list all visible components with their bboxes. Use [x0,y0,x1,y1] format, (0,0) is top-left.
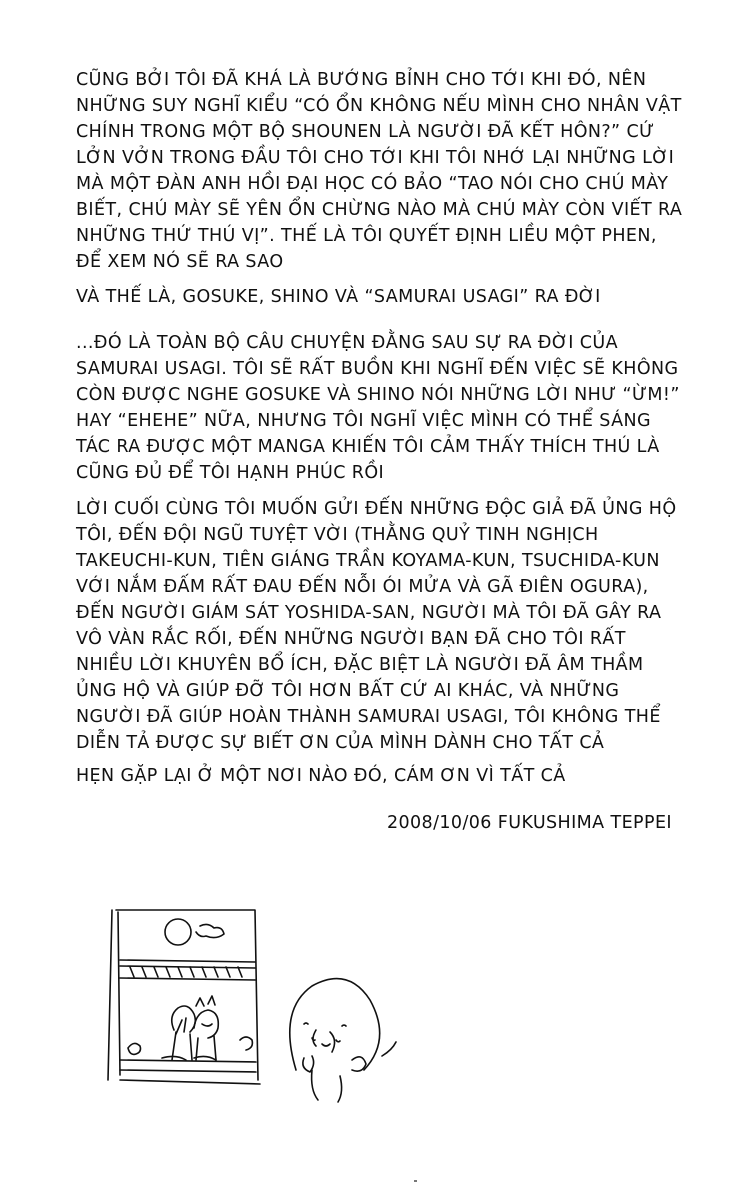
afterword-paragraph-2: VÀ THẾ LÀ, GOSUKE, SHINO VÀ “SAMURAI USAGI” RA ĐỜI [76,287,601,307]
afterword-paragraph-1: CŨNG BỞI TÔI ĐÃ KHÁ LÀ BƯỚNG BỈNH CHO TỚI KHI ĐÓ, NÊN NHỮNG SUY NGHĨ KIỂU “CÓ ỔN KHÔNG NẾU MÌNH CHO NHÂN VẬT CHÍNH TRONG MỘT BỘ SHOUNEN LÀ NGƯỜI ĐÃ KẾT HÔN?” CỨ LỞN VỞN TRONG ĐẦU TÔI CHO TỚI KHI TÔI NHỚ LẠI NHỮNG LỜI MÀ MỘT ĐÀN ANH HỒI ĐẠI HỌC CÓ BẢO “TAO NÓI CHO CHÚ MÀY BIẾT, CHÚ MÀY SẼ YÊN ỔN CHỪNG NÀO MÀ CHÚ MÀY CÒN VIẾT RA NHỮNG THỨ THÚ VỊ”. THẾ LÀ TÔI QUYẾT ĐỊNH LIỀU MỘT PHEN, ĐỂ XEM NÓ SẼ RA SAO [76,70,683,272]
author-signature: 2008/10/06 FUKUSHIMA TEPPEI [386,813,672,833]
afterword-paragraph-3: ...ĐÓ LÀ TOÀN BỘ CÂU CHUYỆN ĐẰNG SAU SỰ RA ĐỜI CỦA SAMURAI USAGI. TÔI SẼ RẤT BUỒN KHI NGHĨ ĐẾN VIỆC SẼ KHÔNG CÒN ĐƯỢC NGHE GOSUKE VÀ SHINO NÓI NHỮNG LỜI NHƯ “ỪM!” HAY “EHEHE” NỮA, NHƯNG TÔI NGHĨ VIỆC MÌNH CÓ THỂ SÁNG TÁC RA ĐƯỢC MỘT MANGA KHIẾN TÔI CẢM THẤY THÍCH THÚ LÀ CŨNG ĐỦ ĐỂ TÔI HẠNH PHÚC RỒI [76,333,680,483]
author-sketch-illustration [90,880,470,1110]
paper-speck [414,1180,417,1182]
afterword-paragraph-5: HẸN GẶP LẠI Ở MỘT NƠI NÀO ĐÓ, CÁM ƠN VÌ TẤT CẢ [76,766,566,786]
afterword-paragraph-4: LỜI CUỐI CÙNG TÔI MUỐN GỬI ĐẾN NHỮNG ĐỘC GIẢ ĐÃ ỦNG HỘ TÔI, ĐẾN ĐỘI NGŨ TUYỆT VỜI (THẰNG QUỶ TINH NGHỊCH TAKEUCHI-KUN, TIÊN GIÁNG TRẦN KOYAMA-KUN, TSUCHIDA-KUN VỚI NẮM ĐẤM RẤT ĐAU ĐẾN NỖI ÓI MỬA VÀ GÃ ĐIÊN OGURA), ĐẾN NGƯỜI GIÁM SÁT YOSHIDA-SAN, NGƯỜI MÀ TÔI ĐÃ GÂY RA VÔ VÀN RẮC RỐI, ĐẾN NHỮNG NGƯỜI BẠN ĐÃ CHO TÔI RẤT NHIỀU LỜI KHUYÊN BỔ ÍCH, ĐẶC BIỆT LÀ NGƯỜI ĐÃ ÂM THẦM ỦNG HỘ VÀ GIÚP ĐỠ TÔI HƠN BẤT CỨ AI KHÁC, VÀ NHỮNG NGƯỜI ĐÃ GIÚP HOÀN THÀNH SAMURAI USAGI, TÔI KHÔNG THỂ DIỄN TẢ ĐƯỢC SỰ BIẾT ƠN CỦA MÌNH DÀNH CHO TẤT CẢ [76,499,677,753]
